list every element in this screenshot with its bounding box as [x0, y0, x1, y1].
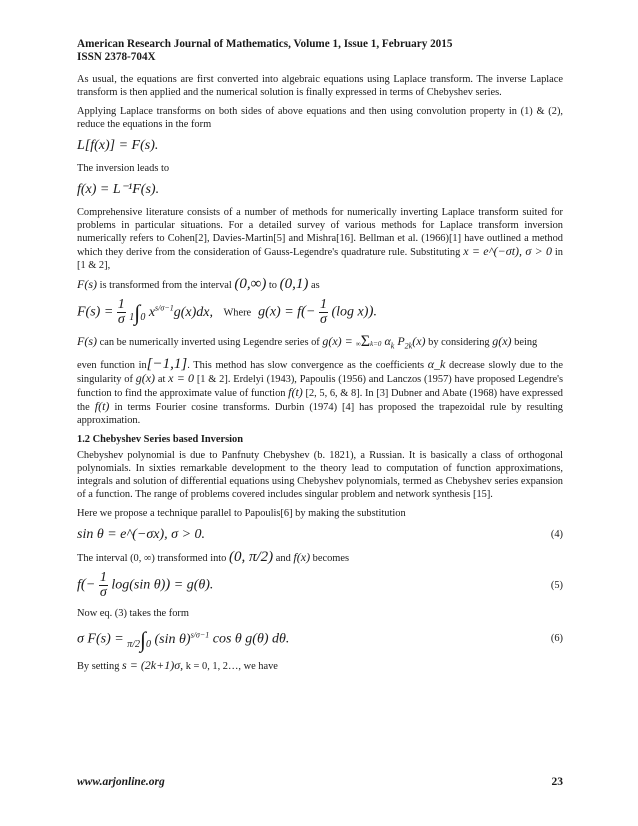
page-body: [77, 73, 563, 679]
paragraph-10: The interval (0, ∞) transformed into (0, π/2) and f(x) becomes: [77, 549, 350, 566]
paragraph-11: Now eq. (3) takes the form: [77, 608, 189, 620]
equation-5: f(− $\frac{1}{\sigma}$ log(sin θ)) = g(θ). (5): [77, 570, 563, 601]
page-footer: [77, 776, 563, 788]
paragraph-5: F(s) is transformed from the interval (0,∞) to (0,1) as: [77, 276, 320, 292]
legendre-series: g(x) = ∞Σk=0 $\alpha_k$ $P_{2k}(x)$: [322, 333, 426, 351]
page-header: [77, 38, 577, 64]
paragraph-2: Applying Laplace transforms on both sides of above equations and then using convolution property in (1) & (2), reduce the equations in the form: [77, 106, 563, 130]
paragraph-12: By setting s = (2k+1)σ, k = 0, 1, 2…, we have: [77, 657, 278, 672]
equation-integral: F(s) = $\frac{1}{\sigma}$ 1∫0 $x^{s/\sigma-1}g(x)dx$, Where g(x) = f(− $\frac{1}{\sigma}$ (log x)).: [77, 297, 377, 327]
paragraph-6: F(s) can be numerically inverted using Legendre series of g(x) = ∞Σk=0 $\alpha_k$ $P_{2k}(x)$ by considering g(x) being: [77, 333, 538, 351]
equation-4: sin θ = e^(−σx), σ > 0. (4): [77, 527, 563, 543]
issn: ISSN 2378-704X: [77, 51, 156, 63]
section-heading: 1.2 Chebyshev Series based Inversion: [77, 434, 243, 446]
paragraph-8: Chebyshev polynomial is due to Panfnuty Chebyshev (b. 1821), a Russian. It is basically a class of orthogonal polynomials. In sixties remarkable development to the theory lead to computation of function approximations, integrals and solution of differential equations using Chebyshev polynomials, termed as Chebyshev series expansion of a function. The range of problems covered includes singular problem and network synthesis [15].: [77, 450, 563, 501]
equation-laplace: L[f(x)] = F(s).: [77, 138, 159, 153]
substitution-formula: x = e^(−σt), σ > 0: [463, 244, 552, 258]
equation-inverse: f(x) = L⁻¹F(s).: [77, 182, 160, 197]
equation-number-6: (6): [550, 632, 563, 644]
footer-url: www.arjonline.org: [77, 776, 165, 788]
fraction: $\frac{1}{\sigma}$: [117, 297, 125, 327]
integral-symbol: 1∫0: [129, 299, 146, 325]
equation-number-5: (5): [550, 579, 563, 591]
equation-number-4: (4): [550, 529, 563, 541]
equation-6: σ F(s) = π/2∫0 (sin θ)$^{s/\sigma-1}$ cos θ g(θ) dθ. (6): [77, 626, 563, 652]
paragraph-4: Comprehensive literature consists of a number of methods for numerically inverting Laplace transform suited for problems in particular situations. For a detailed survey of various methods for Laplace transform inversion numerically refers to Cohen[2], Davies-Martin[5] and Mishra[16]. Bellman et al. (1966)[1] have outlined a method which they derive from the consideration of Gauss-Legendre's quadrature rule. Substituting x = e^(−σt), σ > 0 in [1 & 2],: [77, 207, 563, 271]
paragraph-7: even function in[−1,1]. This method has slow convergence as the coefficients α_k decrease slowly due to the singularity of g(x) at x = 0 [1 & 2]. Erdelyi (1943), Papoulis (1956) and Lanczos (1957) have proposed Legendre's function to find the approximate value of function f(t) [2, 5, 6, & 8]. In [3] Dubner and Abate (1968) have expressed the f(t) in terms Fourier cosine transforms. Durbin (1974) [4] has proposed the trapezoidal rule by resulting approximation.: [77, 356, 564, 427]
paragraph-1: As usual, the equations are first converted into algebraic equations using Laplace transform. The inverse Laplace transform is then applied and the numerical solution is finally expressed in terms of Chebyshev series.: [77, 74, 563, 98]
page-number: 23: [551, 776, 563, 788]
journal-title: American Research Journal of Mathematics, Volume 1, Issue 1, February 2015: [77, 38, 453, 50]
paragraph-9: Here we propose a technique parallel to Papoulis[6] by making the substitution: [77, 508, 406, 520]
paragraph-3: The inversion leads to: [77, 163, 170, 174]
